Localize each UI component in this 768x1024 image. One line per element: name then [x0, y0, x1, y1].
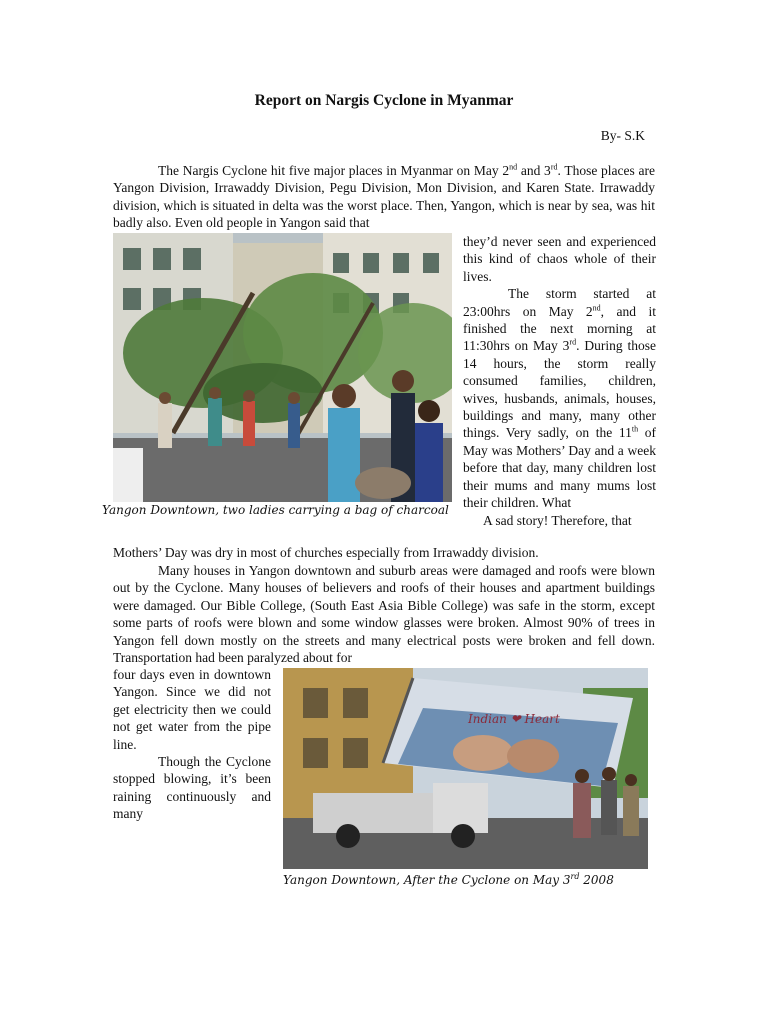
column-text-sad-story: A sad story! Therefore, that [483, 512, 632, 528]
column-text-storm [463, 233, 656, 529]
column-text-storm-timing: The storm started at 23:00hrs on May 2nd, and it finished the next morning at 11:30hrs on May 3rd. During those 14 hours, the storm really consumed families, children, wives, husbands, animals, houses, buildings and many, many other things. Very sadly, on the 11th of May was Mothers’ Day and a week before that day, many children lost their mums and many mums lost their children. What [463, 286, 656, 511]
column-text-chaos: they’d never seen and experienced this kind of chaos whole of their lives. [463, 234, 656, 284]
paragraph-mothers-day: Mothers’ Day was dry in most of churches especially from Irrawaddy division. [113, 545, 539, 560]
cyclone-billboard-photo [283, 668, 648, 869]
photo-caption-after-cyclone: Yangon Downtown, After the Cyclone on May 3rd 2008 [283, 872, 614, 887]
cyclone-street-photo [113, 233, 452, 502]
column-text-electricity [113, 666, 271, 823]
billboard-text: Indian ❤ Heart [468, 712, 560, 726]
author-byline: By- S.K [600, 128, 645, 143]
photo-caption-charcoal: Yangon Downtown, two ladies carrying a bag of charcoal [102, 503, 449, 517]
column-text-transport: four days even in downtown Yangon. Since we did not get electricity then we could not get water from the pipe line. [113, 667, 271, 752]
document-title: Report on Nargis Cyclone in Myanmar [254, 92, 514, 109]
paragraph-intro: The Nargis Cyclone hit five major places in Myanmar on May 2nd and 3rd. Those places are Yangon Division, Irrawaddy Division, Pegu Division, Mon Division, and Karen State. Irrawaddy division, which is situated in delta was the worst place. Then, Yangon, which is near by sea, was hit badly also. Even old people in Yangon said that [113, 162, 655, 231]
column-text-raining: Though the Cyclone stopped blowing, it’s been raining continuously and many [113, 754, 271, 822]
paragraph-damage: Many houses in Yangon downtown and suburb areas were damaged and roofs were blown out by the Cyclone. Many houses of believers and roofs of their houses and apartment buildings were damaged. Our Bible College, (South East Asia Bible College) was safe in the storm, except some parts of roofs were blown and some window glasses were broken. Almost 90% of trees in Yangon fell down mostly on the streets and many electrical posts were broken and fell down. Transportation had been paralyzed about for [113, 563, 655, 666]
